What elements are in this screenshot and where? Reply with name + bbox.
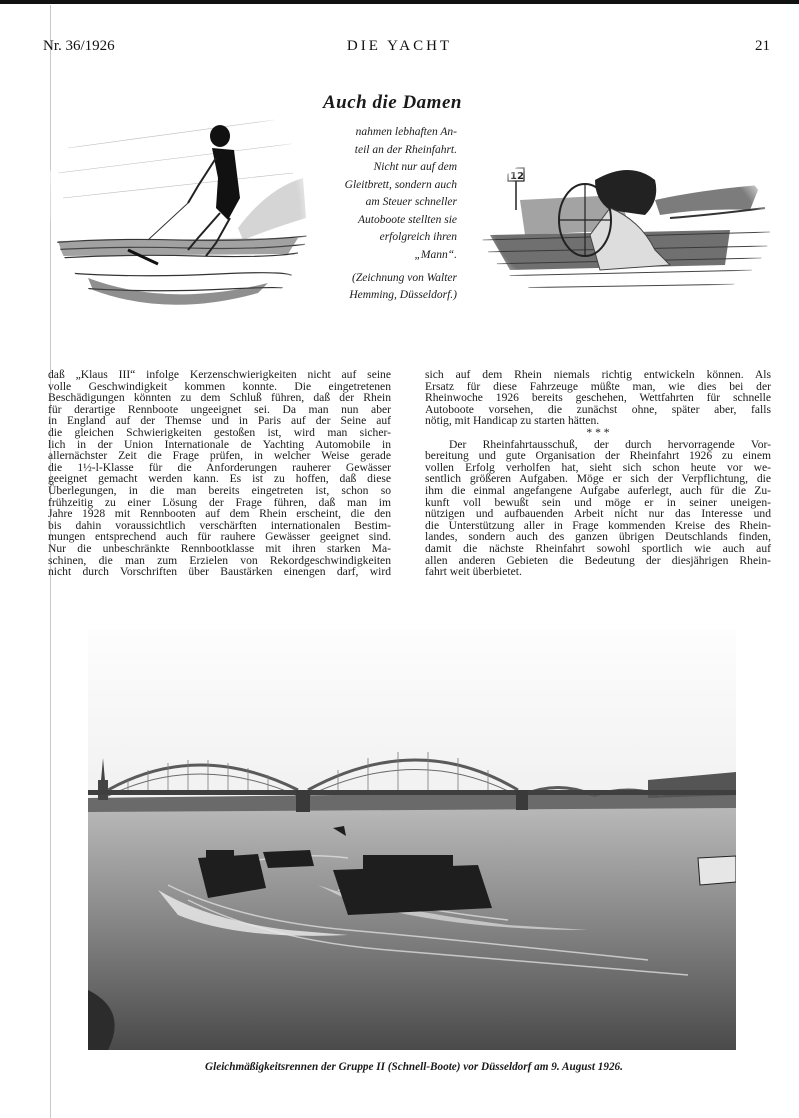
caption-line: Nicht nur auf dem bbox=[373, 161, 457, 173]
caption-line: nahmen lebhaften An- bbox=[355, 126, 457, 138]
caption-line: am Steuer schneller bbox=[365, 196, 457, 208]
text-line: nützigen und aufbauenden Arbeit nicht nur das Interesse und bbox=[425, 507, 771, 521]
text-line: nötig, mit Handicap zu starten hätten. bbox=[425, 414, 600, 428]
text-line: bis dahin voraussichtlich verschärften internationalen Bestim- bbox=[48, 518, 391, 532]
text-line: Autoboote vorsehen, die zunächst ohne, später aber, falls bbox=[425, 402, 771, 416]
caption-line: „Mann“. bbox=[414, 248, 457, 261]
section-separator: * * * bbox=[586, 425, 610, 439]
text-line: Rheinwoche 1926 bereits geschehen, Wettfahrten für schnelle bbox=[425, 391, 771, 405]
illustration-title: Auch die Damen bbox=[323, 92, 462, 113]
text-line: volle Geschwindigkeit kommen konnte. Die eingetretenen bbox=[48, 379, 391, 393]
text-line: die gleichen Schwierigkeiten gestoßen ist, wird man sicher- bbox=[48, 425, 391, 439]
text-line: bereitung und gute Organisation der Rheinfahrt 1926 zu einem bbox=[425, 449, 771, 463]
text-line: die 1½-l-Klasse für die Anforderungen rauherer Gewässer bbox=[48, 460, 391, 474]
text-line: für derartige Rennboote ungeeignet sei. Da man nun aber bbox=[48, 402, 391, 416]
text-line: Jahre 1928 mit Rennbooten auf dem Rhein erscheint, die den bbox=[48, 507, 391, 521]
text-line: kunft voll bewußt sein und möge er in seiner uneigen- bbox=[425, 495, 771, 509]
text-line: Der Rheinfahrtausschuß, der durch hervorragende Vor- bbox=[449, 437, 771, 451]
drawing-woman-at-wheel bbox=[480, 140, 770, 310]
caption-line: erfolgreich ihren bbox=[379, 231, 457, 243]
text-line: die Unterstützung aller in Frage kommenden Kreise des Rhein- bbox=[425, 518, 771, 532]
credit-line: Hemming, Düsseldorf.) bbox=[349, 289, 457, 301]
text-line: ihm die einmal angefangene Aufgabe auferlegt, auch für die Zu- bbox=[425, 483, 771, 497]
text-line: schinen, die man zum Erzielen von Rekordgeschwindigkeiten bbox=[48, 553, 391, 567]
text-line: damit die nächste Rheinfahrt sowohl sportlich wie auch auf bbox=[425, 541, 771, 555]
photo-caption: Gleichmäßigkeitsrennen der Gruppe II (Schnell-Boote) vor Düsseldorf am 9. August 1926. bbox=[205, 1061, 623, 1073]
issue-number: Nr. 36/1926 bbox=[43, 38, 115, 54]
article-column-right bbox=[425, 369, 771, 578]
text-line: frühzeitig zu einer Lösung der Frage führen, daß man im bbox=[48, 495, 391, 509]
page-number: 21 bbox=[755, 38, 770, 54]
illustration-caption bbox=[322, 124, 457, 264]
text-line: sich auf dem Rhein niemals richtig entwickeln können. Als bbox=[425, 368, 771, 381]
caption-line: teil an der Rheinfahrt. bbox=[354, 143, 457, 156]
text-line: Beschädigungen könnten zu dem Schluß führen, daß der Rhein bbox=[48, 391, 391, 405]
text-line: mungen entsprechend auch für rauhere Gewässer geeignet sind. bbox=[48, 530, 391, 544]
text-line: nicht durch Vorschriften über Baustärken einengen darf, wird bbox=[48, 565, 391, 579]
text-line: fahrt weit überbietet. bbox=[425, 565, 522, 579]
top-border bbox=[0, 0, 799, 4]
text-line: daß „Klaus III“ infolge Kerzenschwierigkeiten nicht auf seine bbox=[48, 368, 391, 381]
article-column-left bbox=[48, 369, 391, 578]
illustration-credit bbox=[322, 270, 457, 304]
text-line: lich in der Union Internationale de Yachting Automobile in bbox=[48, 437, 391, 451]
credit-line: (Zeichnung von Walter bbox=[352, 272, 457, 284]
text-line: in England auf der Themse und in Paris auf der Seine auf bbox=[48, 414, 391, 428]
text-line: allernächster Zeit die Frage prüfen, in welcher Weise gerade bbox=[48, 449, 391, 463]
text-line: Nur die unbeschränkte Rennbootklasse mit ihren starken Ma- bbox=[48, 541, 391, 555]
magazine-title: DIE YACHT bbox=[346, 38, 453, 54]
caption-line: Autoboote stellten sie bbox=[357, 213, 457, 226]
drawing-aquaplane-woman bbox=[48, 78, 308, 328]
text-line: geeignet gemacht werden kann. Es ist zu hoffen, daß diese bbox=[48, 472, 391, 486]
text-line: Ersatz für diese Fahrzeuge müßte man, wie dies bei der bbox=[425, 379, 771, 393]
text-line: vollen Erfolg verholfen hat, sieht sich schon heute vor we- bbox=[425, 460, 771, 474]
text-line: Überlegungen, in die man bereits eingetreten ist, schon so bbox=[48, 483, 391, 497]
photo-rhine-race bbox=[88, 630, 736, 1050]
text-line: allen anderen Gebieten die Bedeutung der diesjährigen Rhein- bbox=[425, 553, 771, 567]
text-line: sentlich größeren Aufgaben. Möge er sich der Verpflichtung, die bbox=[425, 472, 771, 486]
caption-line: Gleitbrett, sondern auch bbox=[344, 178, 457, 191]
text-line: landes, sondern auch des ganzen übrigen Deutschlands finden, bbox=[425, 530, 771, 544]
